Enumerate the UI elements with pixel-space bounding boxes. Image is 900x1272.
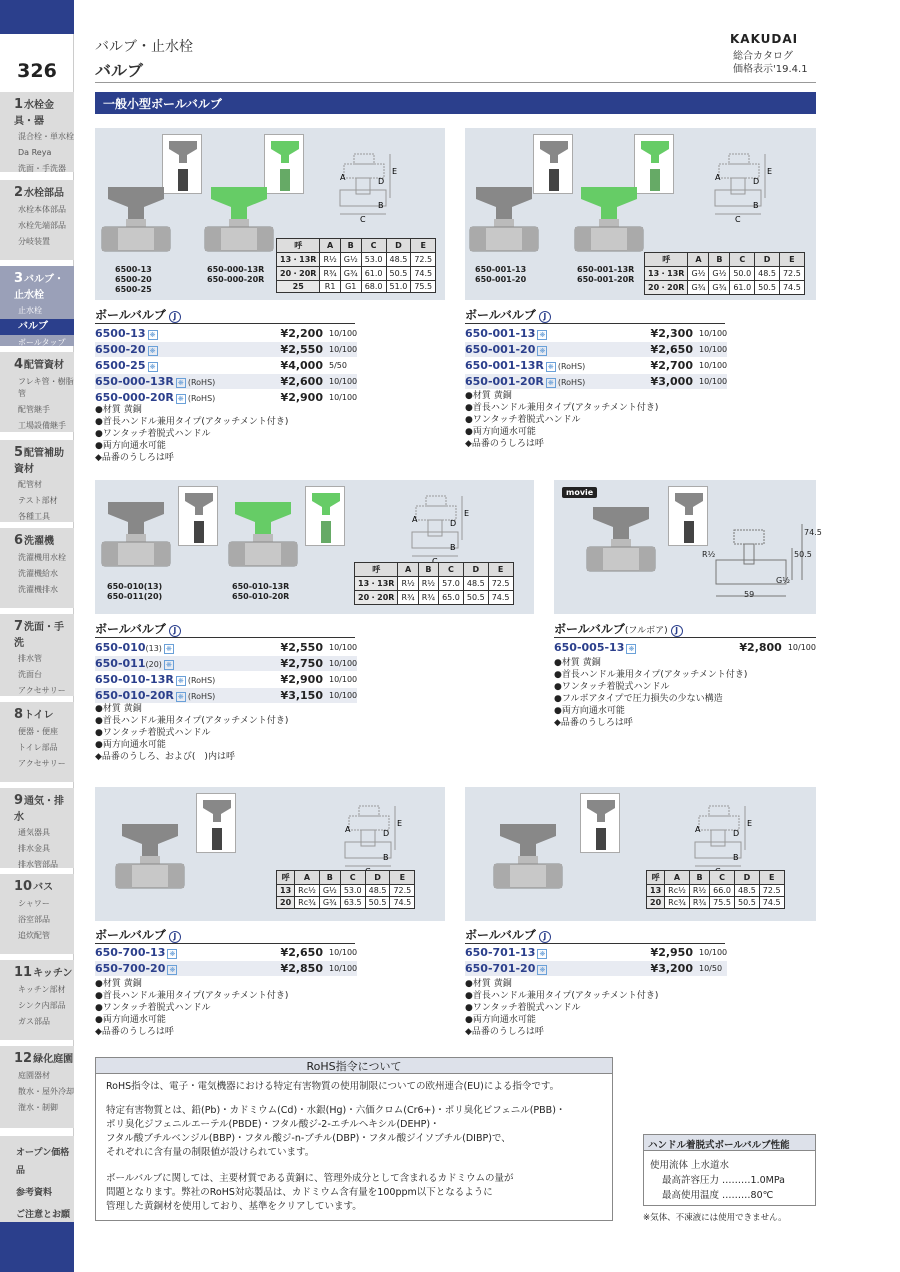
rohs-p3: ボールバルブに関しては、主要材質である黄銅に、管理外成分として含まれるカドミウムの量が 問題となります。弊社のRoHS対応製品は、カドミウム含有量を100ppm以下となるように 管理した黄銅材を使用しており、基準をクリアしています。 xyxy=(106,1173,514,1212)
svg-text:E: E xyxy=(392,167,398,176)
product-notes: ●材質 黄銅 ●首長ハンドル兼用タイプ(アタッチメント付き) ●ワンタッチ着脱式ハンドル ●両方向通水可能 ◆品番のうしろは呼 xyxy=(465,391,659,449)
sidebar-item[interactable]: Da Reya xyxy=(18,148,52,157)
product-code: 650-700-20 ❋ xyxy=(95,962,275,975)
product-code: 6500-13 ❋ xyxy=(95,327,275,340)
price-list xyxy=(465,326,727,390)
product-quantity: 10/100 xyxy=(329,659,358,668)
svg-text:B: B xyxy=(733,853,739,862)
product-quantity: 10/100 xyxy=(329,377,358,386)
performance-temp: 最高使用温度 ………80℃ xyxy=(662,1190,774,1201)
eco-mark-icon: ❋ xyxy=(537,330,547,340)
product-quantity: 10/100 xyxy=(329,675,358,684)
sidebar-section-title[interactable]: 6洗濯機 xyxy=(14,533,55,548)
sidebar-item[interactable]: バルブ xyxy=(0,319,74,335)
sidebar-section-3[interactable] xyxy=(0,266,74,346)
sidebar-item[interactable]: 混合栓・単水栓 xyxy=(18,132,74,141)
sidebar-item[interactable]: ご注意とお願 xyxy=(16,1210,71,1220)
eco-mark-icon: ❋ xyxy=(164,660,174,670)
j-mark-icon: J xyxy=(169,931,181,943)
sidebar-item[interactable]: アクセサリー xyxy=(18,759,66,768)
dimension-diagram xyxy=(702,520,822,614)
eco-mark-icon: ❋ xyxy=(537,965,547,975)
dimension-table: 呼 A B C D E 13・13R R½ G½ 53.0 48.5 72.5 20・20R R¾ G¾ 61.0 50.5 74.5 25 R1 G1 68.0 51.0 75.5 xyxy=(276,238,436,293)
sidebar-item[interactable]: 水栓先端部品 xyxy=(18,221,66,230)
sidebar-item[interactable]: 水栓本体部品 xyxy=(18,205,66,214)
product-price: ¥2,550 xyxy=(280,641,323,654)
product-price: ¥4,000 xyxy=(280,359,323,372)
rohs-box xyxy=(95,1057,613,1221)
product-title: ボールバルブ(フルボア) J xyxy=(554,620,816,638)
svg-text:A: A xyxy=(345,825,351,834)
price-row xyxy=(95,640,357,656)
svg-text:B: B xyxy=(450,543,456,552)
product-price: ¥3,000 xyxy=(650,375,693,388)
product-code: 650-700-13 ❋ xyxy=(95,946,275,959)
header-divider xyxy=(95,82,816,83)
ball-valve-icon xyxy=(468,185,540,259)
product-code: 650-000-20R ❋ (RoHS) xyxy=(95,391,216,404)
sidebar xyxy=(0,0,74,1272)
sidebar-item[interactable]: オープン価格品 xyxy=(16,1148,70,1176)
price-row xyxy=(95,374,357,390)
performance-fluid: 使用流体 上水道水 xyxy=(650,1160,730,1171)
page-number: 326 xyxy=(17,60,57,82)
rohs-p2: 特定有害物質とは、鉛(Pb)・カドミウム(Cd)・水銀(Hg)・六価クロム(Cr6+)・ポリ臭化ビフェニル(PBB)・ ポリ臭化ジフェニルエーテル(PBDE)・フタル酸ジ-2-エチルヘキシル(DEHP)・ フタル酸ブチルベンジル(BBP)・フタル酸ジ-n-ブチル(DBP)・フタル酸ジイソブチル(DIBP)で、 それぞれに含有量の制限値が設けられています。 xyxy=(106,1105,566,1158)
product-quantity: 10/100 xyxy=(329,329,358,338)
sidebar-section-title[interactable]: 8トイレ xyxy=(14,707,54,722)
product-price: ¥2,650 xyxy=(650,343,693,356)
price-list xyxy=(465,945,727,977)
product-notes: ●材質 黄銅 ●首長ハンドル兼用タイプ(アタッチメント付き) ●ワンタッチ着脱式ハンドル ●両方向通水可能 ◆品番のうしろは呼 xyxy=(95,405,289,463)
j-mark-icon: J xyxy=(539,931,551,943)
product-price: ¥2,850 xyxy=(280,962,323,975)
product-caption: 650-001-13 650-001-20 xyxy=(475,265,527,284)
performance-note: ※気体、不凍液には使用できません。 xyxy=(643,1213,787,1223)
dimension-label: 74.5 xyxy=(804,528,822,537)
svg-text:A: A xyxy=(695,825,701,834)
handle-attachment-thumbnail xyxy=(305,486,345,546)
price-list xyxy=(95,945,357,977)
sidebar-section-title[interactable]: 9通気・排水 xyxy=(14,793,65,823)
price-row xyxy=(95,656,357,672)
svg-text:E: E xyxy=(397,819,403,828)
sidebar-section-title[interactable]: 1水栓金具・器 xyxy=(14,97,55,127)
product-code: 6500-20 ❋ xyxy=(95,343,275,356)
sidebar-item[interactable]: 洗濯機給水 xyxy=(18,569,58,578)
product-caption: 650-010(13) 650-011(20) xyxy=(107,582,163,601)
svg-text:D: D xyxy=(378,177,385,186)
product-caption: 650-000-13R 650-000-20R xyxy=(207,265,265,284)
product-caption: 650-001-13R 650-001-20R xyxy=(577,265,635,284)
dimension-diagram xyxy=(695,806,751,880)
ball-valve-icon xyxy=(114,822,186,896)
product-quantity: 10/50 xyxy=(699,964,723,973)
product-quantity: 10/100 xyxy=(329,345,358,354)
svg-text:E: E xyxy=(767,167,773,176)
product-code: 650-001-13R ❋ (RoHS) xyxy=(465,359,586,372)
dimension-table: 呼 A B C D E 13 Rc½ R½ 66.0 48.5 72.5 20 Rc¾ R¾ 75.5 50.5 74.5 xyxy=(646,870,785,909)
eco-mark-icon: ❋ xyxy=(176,378,186,388)
dimension-label: R½ xyxy=(702,550,716,559)
price-list xyxy=(95,640,357,704)
j-mark-icon: J xyxy=(169,625,181,637)
svg-text:B: B xyxy=(378,201,384,210)
sidebar-item[interactable]: 排水管 xyxy=(18,654,42,663)
sidebar-item[interactable]: 潅水・制御 xyxy=(18,1103,58,1112)
sidebar-section-8[interactable] xyxy=(0,702,74,782)
product-price: ¥2,800 xyxy=(739,641,782,654)
svg-text:E: E xyxy=(747,819,753,828)
eco-mark-icon: ❋ xyxy=(537,346,547,356)
price-row xyxy=(95,688,357,704)
eco-mark-icon: ❋ xyxy=(176,394,186,404)
sidebar-item[interactable]: 工場設備継手 xyxy=(18,421,66,430)
product-price: ¥2,200 xyxy=(280,327,323,340)
sidebar-item[interactable]: 各種工具 xyxy=(18,512,50,521)
eco-mark-icon: ❋ xyxy=(148,362,158,372)
product-quantity: 10/100 xyxy=(329,691,358,700)
sidebar-item[interactable]: シャワー xyxy=(18,899,50,908)
sidebar-section-title[interactable]: 5配管補助資材 xyxy=(14,445,65,475)
sidebar-item[interactable]: アクセサリー xyxy=(18,686,66,695)
svg-text:A: A xyxy=(715,173,721,182)
product-notes: ●材質 黄銅 ●首長ハンドル兼用タイプ(アタッチメント付き) ●ワンタッチ着脱式ハンドル ●両方向通水可能 ◆品番のうしろは呼 xyxy=(95,979,289,1037)
performance-box xyxy=(643,1134,816,1206)
price-row xyxy=(465,342,727,358)
product-quantity: 10/100 xyxy=(329,393,358,402)
ball-valve-icon xyxy=(203,185,275,259)
price-row xyxy=(465,945,727,961)
product-price: ¥2,950 xyxy=(650,946,693,959)
dimension-table: 呼 A B C D E 13 Rc½ G½ 53.0 48.5 72.5 20 Rc¾ G¾ 63.5 50.5 74.5 xyxy=(276,870,415,909)
sidebar-section-9[interactable] xyxy=(0,788,74,868)
dimension-label: 50.5 xyxy=(794,550,812,559)
eco-mark-icon: ❋ xyxy=(176,676,186,686)
ball-valve-icon xyxy=(585,505,657,579)
eco-mark-icon: ❋ xyxy=(546,378,556,388)
product-quantity: 10/100 xyxy=(329,948,358,957)
sidebar-section-12[interactable] xyxy=(0,1046,74,1128)
ball-valve-icon xyxy=(573,185,645,259)
sidebar-item[interactable]: ボールタップ xyxy=(18,338,66,347)
product-code: 650-001-20R ❋ (RoHS) xyxy=(465,375,586,388)
price-list xyxy=(95,326,357,406)
product-code: 650-001-20 ❋ xyxy=(465,343,645,356)
product-quantity: 10/100 xyxy=(329,964,358,973)
price-row xyxy=(95,961,357,977)
product-caption: 650-010-13R 650-010-20R xyxy=(232,582,290,601)
svg-text:C: C xyxy=(735,215,741,224)
product-price: ¥3,150 xyxy=(280,689,323,702)
sidebar-item[interactable]: 排水金具 xyxy=(18,844,50,853)
eco-mark-icon: ❋ xyxy=(148,346,158,356)
sidebar-section-2[interactable] xyxy=(0,180,74,260)
ball-valve-icon xyxy=(492,822,564,896)
sidebar-item[interactable]: シンク内部品 xyxy=(18,1001,66,1010)
sidebar-section-title[interactable]: 4配管資材 xyxy=(14,357,65,372)
sidebar-bottom-bar xyxy=(0,1222,74,1272)
product-notes: ●材質 黄銅 ●首長ハンドル兼用タイプ(アタッチメント付き) ●ワンタッチ着脱式ハンドル ●両方向通水可能 ◆品番のうしろ、および( )内は呼 xyxy=(95,704,289,762)
eco-mark-icon: ❋ xyxy=(537,949,547,959)
sidebar-item[interactable]: 配管継手 xyxy=(18,405,50,414)
sidebar-section-7[interactable] xyxy=(0,614,74,696)
ball-valve-icon xyxy=(100,500,172,574)
product-quantity: 5/50 xyxy=(329,361,347,370)
product-code: 650-010(13) ❋ xyxy=(95,641,275,654)
sidebar-item[interactable]: 止水栓 xyxy=(18,306,42,315)
sidebar-item[interactable]: 通気器具 xyxy=(18,828,50,837)
product-title: ボールバルブ J xyxy=(465,306,725,324)
svg-text:E: E xyxy=(464,509,470,518)
eco-mark-icon: ❋ xyxy=(626,644,636,654)
product-price: ¥2,700 xyxy=(650,359,693,372)
svg-text:D: D xyxy=(753,177,760,186)
product-code: 650-701-20 ❋ xyxy=(465,962,645,975)
ball-valve-icon xyxy=(100,185,172,259)
sidebar-item[interactable]: 排水管部品 xyxy=(18,860,58,869)
sidebar-section-10[interactable] xyxy=(0,874,74,954)
sidebar-item[interactable]: 分岐装置 xyxy=(18,237,50,246)
j-mark-icon: J xyxy=(671,625,683,637)
sidebar-item[interactable]: 洗濯機排水 xyxy=(18,585,58,594)
category-title: バルブ・止水栓 xyxy=(95,39,193,55)
rohs-p1: RoHS指令は、電子・電気機器における特定有害物質の使用制限についての欧州連合(EU)による指令です。 xyxy=(106,1081,560,1092)
dimension-table: 呼 A B C D E 13・13R R½ R½ 57.0 48.5 72.5 20・20R R¾ R¾ 65.0 50.5 74.5 xyxy=(354,562,514,605)
sidebar-item[interactable]: トイレ部品 xyxy=(18,743,58,752)
price-row xyxy=(465,326,727,342)
price-row xyxy=(554,640,816,656)
product-code: 650-001-13 ❋ xyxy=(465,327,645,340)
sidebar-item[interactable]: 散水・屋外冷却 xyxy=(18,1087,74,1096)
dimension-diagram xyxy=(340,154,396,228)
handle-attachment-thumbnail xyxy=(580,793,620,853)
rohs-title: RoHS指令について xyxy=(96,1058,612,1074)
product-code: 650-011(20) ❋ xyxy=(95,657,275,670)
price-row xyxy=(95,342,357,358)
svg-text:B: B xyxy=(383,853,389,862)
price-row xyxy=(465,374,727,390)
sidebar-item[interactable]: 庭園器材 xyxy=(18,1071,50,1080)
product-price: ¥3,200 xyxy=(650,962,693,975)
eco-mark-icon: ❋ xyxy=(167,949,177,959)
sidebar-item[interactable]: 洗面・手洗器 xyxy=(18,164,66,173)
sidebar-top-bar xyxy=(0,0,74,34)
sidebar-item[interactable]: フレキ管・樹脂管 xyxy=(18,377,74,398)
product-quantity: 10/100 xyxy=(699,948,728,957)
product-price: ¥2,650 xyxy=(280,946,323,959)
sidebar-item[interactable]: 洗濯機用水栓 xyxy=(18,553,66,562)
product-price: ¥2,550 xyxy=(280,343,323,356)
product-code: 650-000-13R ❋ (RoHS) xyxy=(95,375,216,388)
product-quantity: 10/100 xyxy=(699,345,728,354)
price-row xyxy=(95,326,357,342)
j-mark-icon: J xyxy=(539,311,551,323)
sidebar-section-5[interactable] xyxy=(0,440,74,522)
price-note: 価格表示'19.4.1 xyxy=(733,64,808,75)
movie-badge[interactable]: movie xyxy=(562,487,597,498)
catalog-label: 総合カタログ xyxy=(733,51,793,62)
sidebar-section-title[interactable]: 11キッチン xyxy=(14,965,73,980)
product-caption: 6500-13 6500-20 6500-25 xyxy=(115,265,152,294)
product-price: ¥2,750 xyxy=(280,657,323,670)
sidebar-section-11[interactable] xyxy=(0,960,74,1040)
svg-text:C: C xyxy=(360,215,366,224)
sidebar-section-misc[interactable] xyxy=(0,1136,74,1222)
dimension-table: 呼 A B C D E 13・13R G½ G½ 50.0 48.5 72.5 20・20R G¾ G¾ 61.0 50.5 74.5 xyxy=(644,252,805,295)
performance-title: ハンドル着脱式ボールバルブ性能 xyxy=(644,1135,815,1151)
price-row xyxy=(465,358,727,374)
brand-logo: KAKUDAI xyxy=(730,32,799,46)
sidebar-item[interactable]: ガス部品 xyxy=(18,1017,50,1026)
product-notes: ●材質 黄銅 ●首長ハンドル兼用タイプ(アタッチメント付き) ●ワンタッチ着脱式ハンドル ●フルボアタイプで圧力損失の少ない構造 ●両方向通水可能 ◆品番のうしろは呼 xyxy=(554,658,748,728)
performance-pressure: 最高許容圧力 ………1.0MPa xyxy=(662,1175,785,1186)
product-quantity: 10/100 xyxy=(699,329,728,338)
svg-text:A: A xyxy=(412,515,418,524)
handle-attachment-thumbnail xyxy=(196,793,236,853)
price-list xyxy=(554,640,816,656)
price-row xyxy=(95,358,357,374)
dimension-diagram xyxy=(715,154,771,228)
eco-mark-icon: ❋ xyxy=(167,965,177,975)
eco-mark-icon: ❋ xyxy=(546,362,556,372)
price-row xyxy=(465,961,727,977)
product-price: ¥2,600 xyxy=(280,375,323,388)
svg-text:D: D xyxy=(450,519,457,528)
sidebar-section-title[interactable]: 3バルブ・止水栓 xyxy=(14,271,65,301)
sidebar-section-title[interactable]: 7洗面・手洗 xyxy=(14,619,65,649)
sidebar-item[interactable]: テスト部材 xyxy=(18,496,58,505)
sidebar-item[interactable]: 配管材 xyxy=(18,480,42,489)
product-price: ¥2,900 xyxy=(280,673,323,686)
product-code: 650-010-20R ❋ (RoHS) xyxy=(95,689,216,702)
svg-text:D: D xyxy=(733,829,740,838)
handle-attachment-thumbnail xyxy=(668,486,708,546)
eco-mark-icon: ❋ xyxy=(164,644,174,654)
price-row xyxy=(95,672,357,688)
sidebar-item[interactable]: 追炊配管 xyxy=(18,931,50,940)
sidebar-item[interactable]: 便器・便座 xyxy=(18,727,58,736)
sidebar-item[interactable]: キッチン部材 xyxy=(18,985,66,994)
dimension-diagram xyxy=(345,806,401,880)
product-price: ¥2,900 xyxy=(280,391,323,404)
product-notes: ●材質 黄銅 ●首長ハンドル兼用タイプ(アタッチメント付き) ●ワンタッチ着脱式ハンドル ●両方向通水可能 ◆品番のうしろは呼 xyxy=(465,979,659,1037)
price-row xyxy=(95,945,357,961)
dimension-diagram xyxy=(412,496,468,570)
sidebar-item[interactable]: 参考資料 xyxy=(16,1188,53,1198)
subcategory-title: バルブ xyxy=(95,61,144,80)
sidebar-section-title[interactable]: 2水栓部品 xyxy=(14,185,65,200)
sidebar-section-title[interactable]: 10バス xyxy=(14,879,54,894)
handle-attachment-thumbnail xyxy=(178,486,218,546)
sidebar-section-6[interactable] xyxy=(0,528,74,608)
ball-valve-icon xyxy=(227,500,299,574)
product-quantity: 10/100 xyxy=(787,643,816,652)
dimension-label: 59 xyxy=(744,590,755,599)
svg-text:B: B xyxy=(753,201,759,210)
dimension-label: G½ xyxy=(776,576,790,585)
product-title: ボールバルブ J xyxy=(95,620,355,638)
eco-mark-icon: ❋ xyxy=(176,692,186,702)
product-code: 650-010-13R ❋ (RoHS) xyxy=(95,673,216,686)
product-quantity: 10/100 xyxy=(699,361,728,370)
product-title: ボールバルブ J xyxy=(95,926,355,944)
section-bar: 一般小型ボールバルブ xyxy=(95,92,816,114)
product-code: 650-005-13 ❋ xyxy=(554,641,723,654)
product-quantity: 10/100 xyxy=(329,643,358,652)
product-quantity: 10/100 xyxy=(699,377,728,386)
svg-text:D: D xyxy=(383,829,390,838)
product-title: ボールバルブ J xyxy=(95,306,355,324)
product-price: ¥2,300 xyxy=(650,327,693,340)
product-code: 6500-25 ❋ xyxy=(95,359,275,372)
sidebar-item[interactable]: 洗面台 xyxy=(18,670,42,679)
j-mark-icon: J xyxy=(169,311,181,323)
product-code: 650-701-13 ❋ xyxy=(465,946,645,959)
sidebar-section-4[interactable] xyxy=(0,352,74,432)
sidebar-section-1[interactable] xyxy=(0,92,74,172)
sidebar-section-title[interactable]: 12緑化庭園 xyxy=(14,1051,74,1066)
sidebar-item[interactable]: 浴室部品 xyxy=(18,915,50,924)
svg-text:A: A xyxy=(340,173,346,182)
product-title: ボールバルブ J xyxy=(465,926,725,944)
eco-mark-icon: ❋ xyxy=(148,330,158,340)
